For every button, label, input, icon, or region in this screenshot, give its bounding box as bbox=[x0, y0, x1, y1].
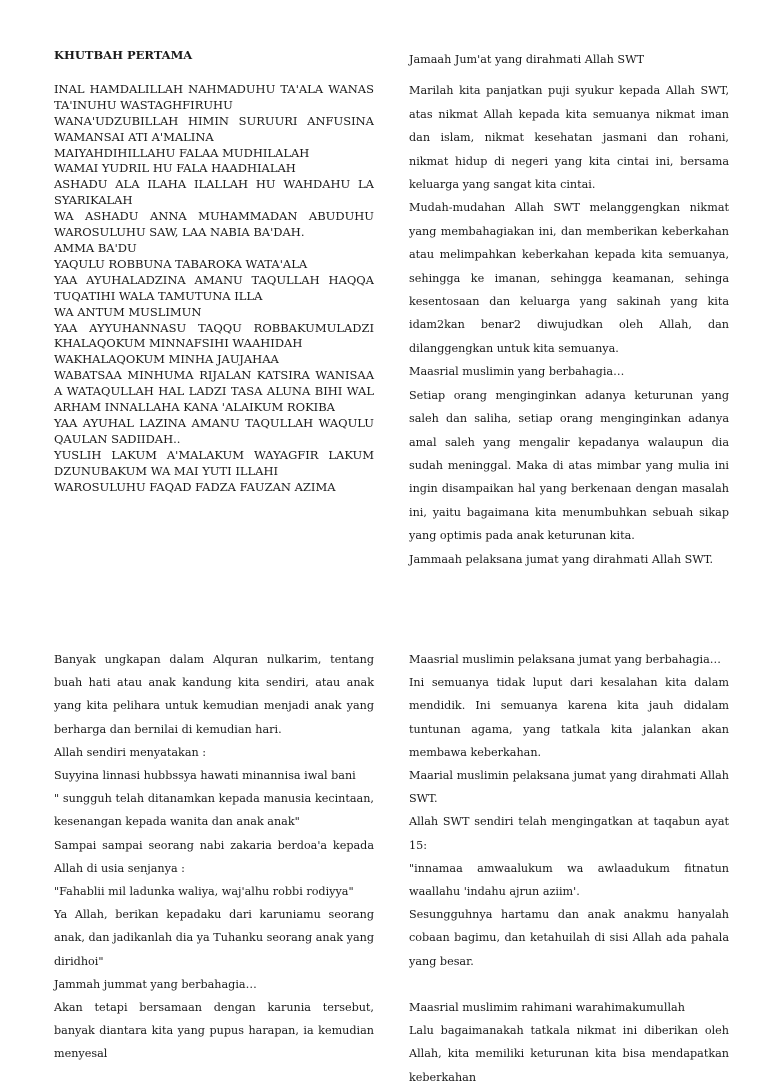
paragraph: Sampai sampai seorang nabi zakaria berdoa'a kepada Allah di usia senjanya : bbox=[54, 838, 374, 875]
text-line: WA ANTUM MUSLIMUN bbox=[54, 304, 202, 319]
text-line: AMMA BA'DU bbox=[54, 240, 137, 255]
paragraph: Allah SWT sendiri telah mengingatkan at taqabun ayat 15: bbox=[409, 815, 729, 852]
paragraph: Maasrial muslimim rahimani warahimakumullah bbox=[409, 1001, 685, 1015]
text-line: MAIYAHDIHILLAHU FALAA MUDHILALAH bbox=[54, 145, 310, 160]
text-line: YAA AYUHALADZINA AMANU TAQULLAH HAQQA TUQATIHI WALA TAMUTUNA ILLA bbox=[54, 272, 374, 303]
text-line: YAQULU ROBBUNA TABAROKA WATA'ALA bbox=[54, 256, 308, 271]
paragraph: Ya Allah, berikan kepadaku dari karuniamu seorang anak, dan jadikanlah dia ya Tuhanku seorang anak yang diridhoi" bbox=[54, 908, 374, 968]
paragraph: "innamaa amwaalukum wa awlaadukum fitnatun waallahu 'indahu ajrun aziim'. bbox=[409, 861, 729, 899]
khutbah-body-column-left bbox=[54, 648, 374, 1066]
text-line: YAA AYUHAL LAZINA AMANU TAQULLAH WAQULU QAULAN SADIIDAH.. bbox=[54, 415, 374, 446]
blank-line bbox=[409, 973, 729, 996]
khutbah-heading: KHUTBAH PERTAMA bbox=[54, 48, 193, 62]
text-line: WANA'UDZUBILLAH HIMIN SURUURI ANFUSINA WAMANSAI ATI A'MALINA bbox=[54, 113, 374, 144]
paragraph: Maasrial muslimin pelaksana jumat yang berbahagia… bbox=[409, 653, 721, 666]
text-line: WA ASHADU ANNA MUHAMMADAN ABUDUHU WAROSULUHU SAW, LAA NABIA BA'DAH. bbox=[54, 209, 374, 240]
paragraph: Akan tetapi bersamaan dengan karunia tersebut, banyak diantara kita yang pupus harapan, ia kemudian menyesal bbox=[54, 1001, 374, 1061]
paragraph: Banyak ungkapan dalam Alquran nulkarim, tentang buah hati atau anak kandung kita sendiri, atau anak yang kita pelihara untuk kemudian menjadi anak yang berharga dan bernilai di kemudian hari. bbox=[54, 653, 374, 736]
greeting-line: Jamaah Jum'at yang dirahmati Allah SWT bbox=[409, 53, 645, 66]
paragraph: Setiap orang menginginkan adanya keturunan yang saleh dan saliha, setiap orang menginginkan adanya amal saleh yang mengalir kepadanya walaupun dia sudah meninggal. Maka di atas mimbar yang mulia ini ingin disampaikan hal yang berkenaan dengan masalah ini, yaitu bagaimana kita menumbuhkan sebuah sikap yang optimis pada anak keturunan kita. bbox=[409, 388, 729, 543]
text-line: WAROSULUHU FAQAD FADZA FAUZAN AZIMA bbox=[54, 479, 336, 494]
paragraph: "Fahablii mil ladunka waliya, waj'alhu robbi rodiyya" bbox=[54, 885, 354, 899]
paragraph: Jammaah pelaksana jumat yang dirahmati Allah SWT. bbox=[409, 552, 714, 566]
paragraph: Maarial muslimin pelaksana jumat yang dirahmati Allah SWT. bbox=[409, 769, 729, 806]
text-line: YAA AYYUHANNASU TAQQU ROBBAKUMULADZI KHALAQOKUM MINNAFSIHI WAAHIDAH bbox=[54, 320, 374, 351]
paragraph: Ini semuanya tidak luput dari kesalahan kita dalam mendidik. Ini semuanya karena kita jauh didalam tuntunan agama, yang tatkala kita jalankan akan membawa keberkahan. bbox=[409, 676, 729, 759]
paragraph: Allah sendiri menyatakan : bbox=[54, 745, 207, 759]
text-line: INAL HAMDALILLAH NAHMADUHU TA'ALA WANAS TA'INUHU WASTAGHFIRUHU bbox=[54, 81, 374, 112]
khutbah-body-column-right bbox=[409, 648, 729, 1089]
text-line: ASHADU ALA ILAHA ILALLAH HU WAHDAHU LA SYARIKALAH bbox=[54, 177, 374, 208]
text-line: WAMAI YUDRIL HU FALA HAADHIALAH bbox=[54, 161, 296, 176]
text-line: WAKHALAQOKUM MINHA JAUJAHAA bbox=[54, 352, 279, 367]
paragraph: Marilah kita panjatkan puji syukur kepada Allah SWT, atas nikmat Allah kepada kita semuanya nikmat iman dan islam, nikmat kesehatan jasmani dan rohani, nikmat hidup di negeri yang kita cintai ini, bersama keluarga yang sangat kita cintai. bbox=[409, 84, 729, 192]
paragraph: Jammah jummat yang berbahagia… bbox=[54, 977, 257, 991]
paragraph: Suyyina linnasi hubbssya hawati minannisa iwal bani bbox=[54, 769, 356, 783]
khutbah-opening-column bbox=[409, 48, 729, 571]
text-line: YUSLIH LAKUM A'MALAKUM WAYAGFIR LAKUM DZUNUBAKUM WA MAI YUTI ILLAHI bbox=[54, 447, 374, 478]
text-line: WABATSAA MINHUMA RIJALAN KATSIRA WANISAA A WATAQULLAH HAL LADZI TASA ALUNA BIHI WAL ARHAM INNALLAHA KANA 'ALAIKUM ROKIBA bbox=[54, 368, 374, 415]
paragraph: Lalu bagaimanakah tatkala nikmat ini diberikan oleh Allah, kita memiliki keturunan kita bisa mendapatkan keberkahan bbox=[409, 1024, 729, 1084]
paragraph: Mudah-mudahan Allah SWT melanggengkan nikmat yang membahagiakan ini, dan memberikan keberkahan atau melimpahkan keberkahan kepada kita semuanya, sehingga ke imanan, sehingga keamanan, sehinga kesentosaan dan keluarga yang sakinah yang kita idam2kan benar2 diwujudkan oleh Allah, dan dilanggengkan untuk kita semuanya. bbox=[409, 201, 729, 355]
paragraph: " sungguh telah ditanamkan kepada manusia kecintaan, kesenangan kepada wanita dan anak anak" bbox=[54, 792, 374, 829]
paragraph: Sesungguhnya hartamu dan anak anakmu hanyalah cobaan bagimu, dan ketahuilah di sisi Allah ada pahala yang besar. bbox=[409, 908, 729, 968]
khutbah-arabic-column bbox=[54, 48, 374, 495]
paragraph: Maasrial muslimin yang berbahagia… bbox=[409, 365, 625, 379]
